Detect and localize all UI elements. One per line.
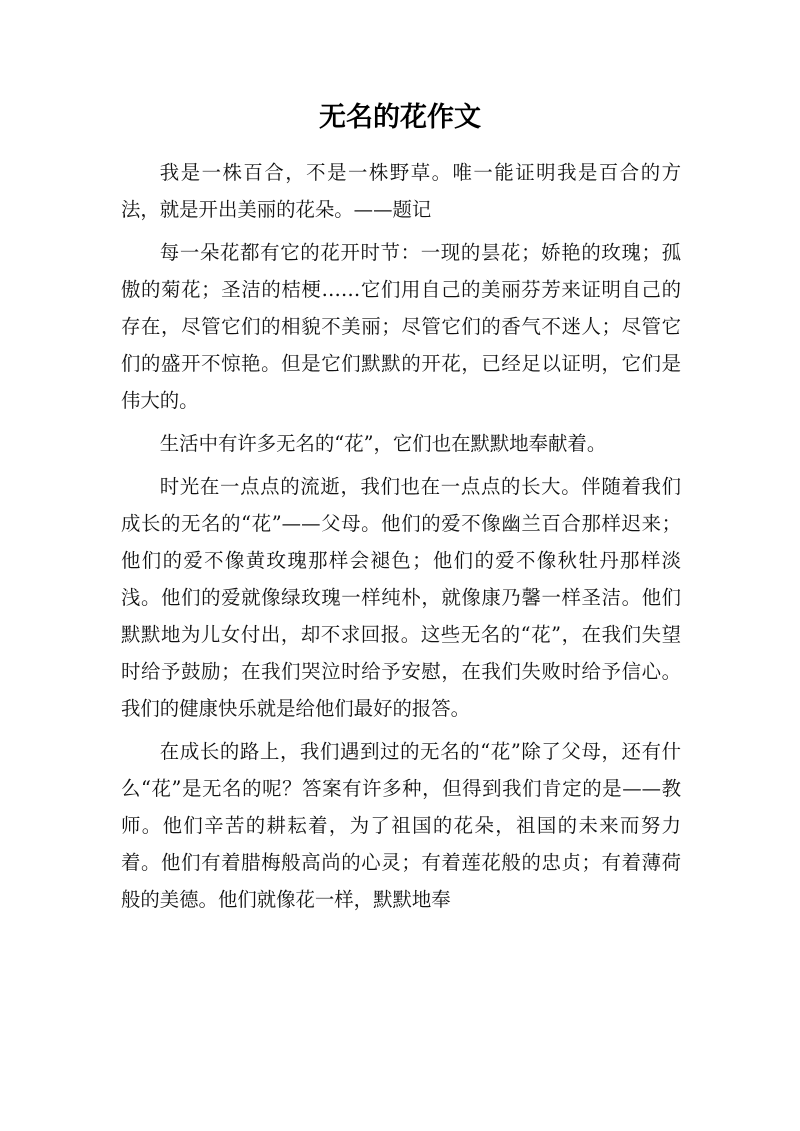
essay-body [121,154,681,924]
paragraph-teachers: 在成长的路上，我们遇到过的无名的“花”除了父母，还有什么“花”是无名的呢？答案有许多种，但得到我们肯定的是——教师。他们辛苦的耕耘着，为了祖国的花朵，祖国的未来而努力着。他们有着腊梅般高尚的心灵；有着莲花般的忠贞；有着薄荷般的美德。他们就像花一样，默默地奉 [121,740,681,911]
paragraph-parents: 时光在一点点的流逝，我们也在一点点的长大。伴随着我们成长的无名的“花”——父母。他们的爱不像幽兰百合那样迟来；他们的爱不像黄玫瑰那样会褪色；他们的爱不像秋牡丹那样淡浅。他们的爱就像绿玫瑰一样纯朴，就像康乃馨一样圣洁。他们默默地为儿女付出，却不求回报。这些无名的“花”，在我们失望时给予鼓励；在我们哭泣时给予安慰，在我们失败时给予信心。我们的健康快乐就是给他们最好的报答。 [121,475,681,720]
essay-title: 无名的花作文 [319,102,481,133]
paragraph-unnamed-flowers: 生活中有许多无名的“花”，它们也在默默地奉献着。 [159,432,607,455]
paragraph-epigraph: 我是一株百合，不是一株野草。唯一能证明我是百合的方法，就是开出美丽的花朵。——题记 [121,161,681,221]
paragraph-flowers: 每一朵花都有它的花开时节：一现的昙花；娇艳的玫瑰；孤傲的菊花；圣洁的桔梗……它们用自己的美丽芬芳来证明自己的存在，尽管它们的相貌不美丽；尽管它们的香气不迷人；尽管它们的盛开不惊艳。但是它们默默的开花，已经足以证明，它们是伟大的。 [121,241,681,412]
